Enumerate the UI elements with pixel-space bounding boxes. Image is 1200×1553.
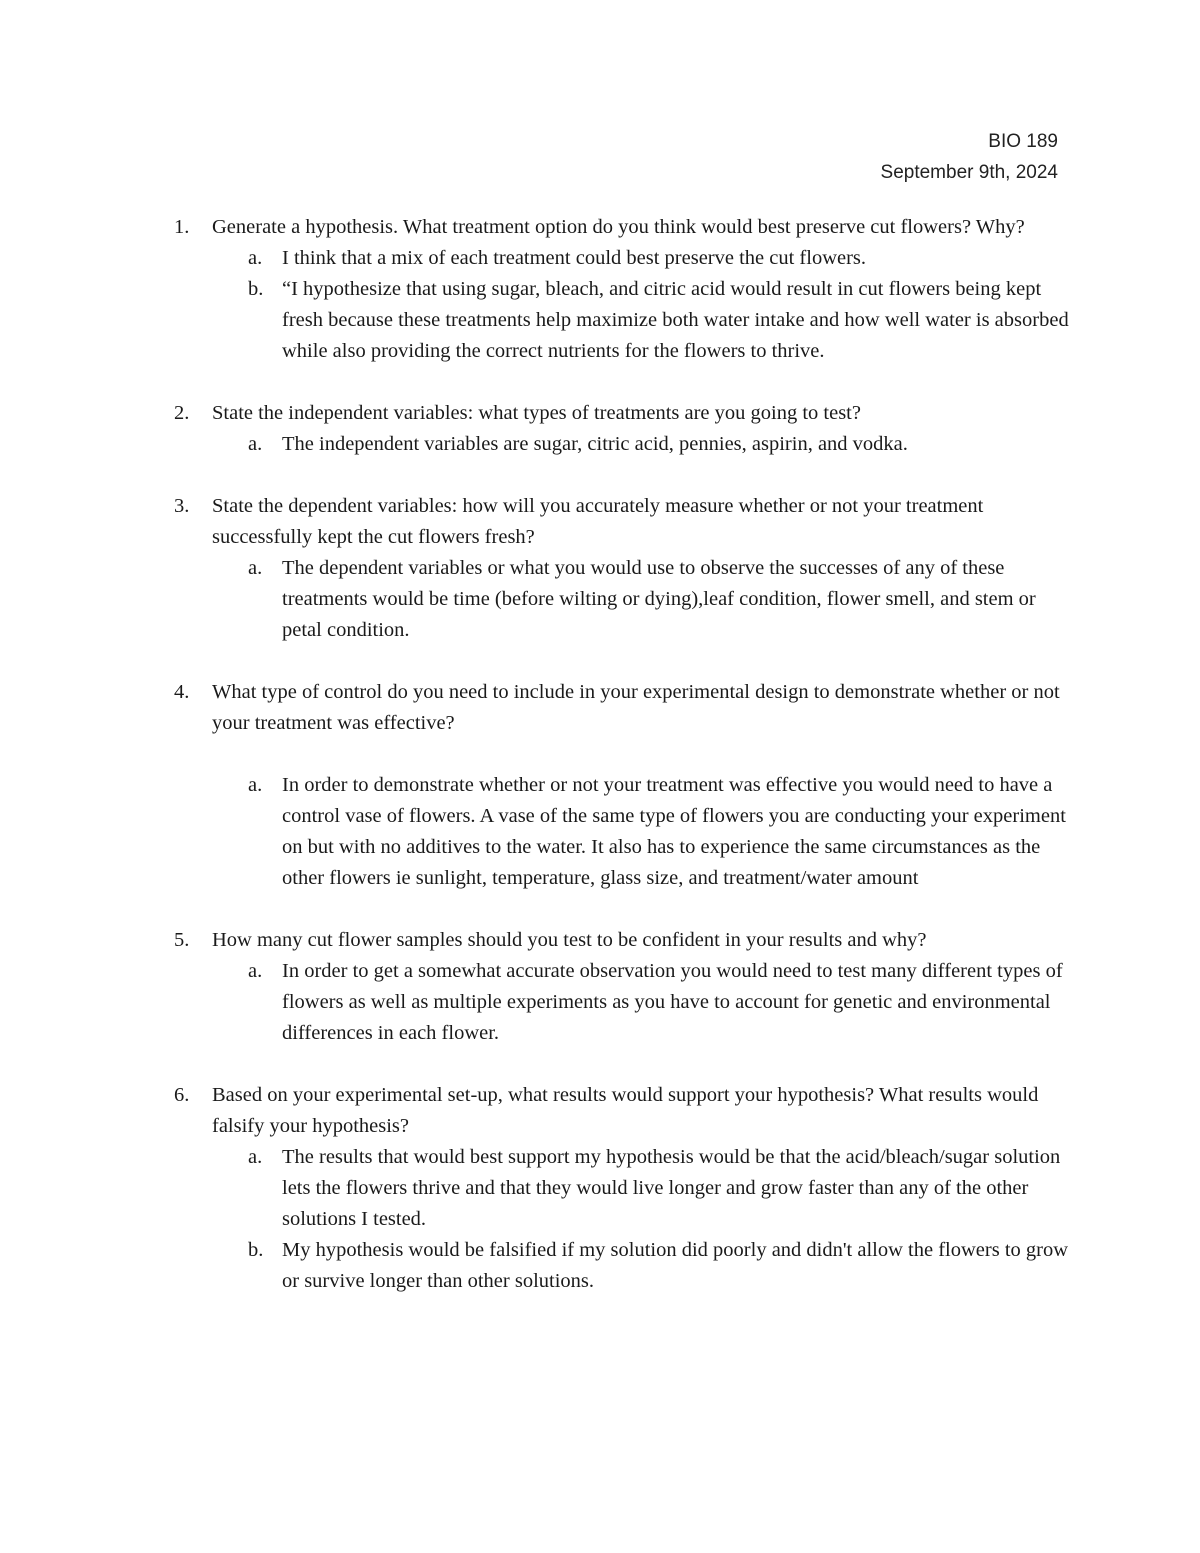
answer-list	[212, 770, 1074, 894]
answer-letter: a.	[248, 247, 263, 269]
answer-text: The dependent variables or what you would use to observe the successes of any of these treatments would be time (before wilting or dying),leaf condition, flower smell, and stem or petal condition.	[282, 557, 1036, 641]
question-text: What type of control do you need to include in your experimental design to demonstrate whether or not your treatment was effective?	[212, 681, 1060, 734]
question-text: Based on your experimental set-up, what results would support your hypothesis? What results would falsify your hypothesis?	[212, 1084, 1039, 1137]
answer-item	[212, 956, 1074, 1049]
answer-letter: a.	[248, 1146, 263, 1168]
answer-text: I think that a mix of each treatment could best preserve the cut flowers.	[282, 247, 867, 269]
answer-letter: a.	[248, 433, 263, 455]
answer-letter: b.	[248, 1239, 264, 1261]
answer-text: My hypothesis would be falsified if my solution did poorly and didn't allow the flowers to grow or survive longer than other solutions.	[282, 1239, 1069, 1292]
question-6	[174, 1080, 1074, 1297]
answer-letter: a.	[248, 557, 263, 579]
question-text: State the independent variables: what types of treatments are you going to test?	[212, 402, 861, 424]
answer-item	[212, 1142, 1074, 1235]
question-number: 5.	[174, 929, 190, 951]
answer-list	[212, 956, 1074, 1049]
question-text: State the dependent variables: how will you accurately measure whether or not your treatment successfully kept the cut flowers fresh?	[212, 495, 984, 548]
question-number: 4.	[174, 681, 190, 703]
question-number: 2.	[174, 402, 190, 424]
course-label: BIO 189	[988, 131, 1058, 152]
question-text: How many cut flower samples should you test to be confident in your results and why?	[212, 929, 927, 951]
answer-item	[212, 274, 1074, 367]
answer-list	[212, 553, 1074, 646]
answer-item	[212, 243, 1074, 274]
question-number: 3.	[174, 495, 190, 517]
answer-list	[212, 1142, 1074, 1297]
answer-item	[212, 553, 1074, 646]
question-text: Generate a hypothesis. What treatment option do you think would best preserve cut flowers? Why?	[212, 216, 1025, 238]
question-1	[174, 212, 1074, 367]
question-3	[174, 491, 1074, 646]
date-label: September 9th, 2024	[880, 162, 1058, 183]
answer-text: In order to get a somewhat accurate observation you would need to test many different types of flowers as well as multiple experiments as you have to account for genetic and environmental differences in each flower.	[282, 960, 1063, 1044]
question-number: 6.	[174, 1084, 190, 1106]
answer-list	[212, 243, 1074, 367]
document-header	[881, 126, 1058, 188]
answer-text: “I hypothesize that using sugar, bleach, and citric acid would result in cut flowers being kept fresh because these treatments help maximize both water intake and how well water is absorbed while also providing the correct nutrients for the flowers to thrive.	[282, 278, 1069, 362]
question-4	[174, 677, 1074, 894]
answer-text: The independent variables are sugar, citric acid, pennies, aspirin, and vodka.	[282, 433, 908, 455]
answer-item	[212, 1235, 1074, 1297]
answer-text: The results that would best support my hypothesis would be that the acid/bleach/sugar solution lets the flowers thrive and that they would live longer and grow faster than any of the other solutions I tested.	[282, 1146, 1061, 1230]
answer-text: In order to demonstrate whether or not your treatment was effective you would need to have a control vase of flowers. A vase of the same type of flowers you are conducting your experiment on but with no additives to the water. It also has to experience the same circumstances as the other flowers ie sunlight, temperature, glass size, and treatment/water amount	[282, 774, 1066, 889]
answer-list	[212, 429, 1074, 460]
question-5	[174, 925, 1074, 1049]
answer-item	[212, 429, 1074, 460]
answer-letter: b.	[248, 278, 264, 300]
answer-letter: a.	[248, 960, 263, 982]
answer-item	[212, 770, 1074, 894]
question-list	[174, 212, 1074, 1297]
question-2	[174, 398, 1074, 460]
answer-letter: a.	[248, 774, 263, 796]
question-number: 1.	[174, 216, 190, 238]
